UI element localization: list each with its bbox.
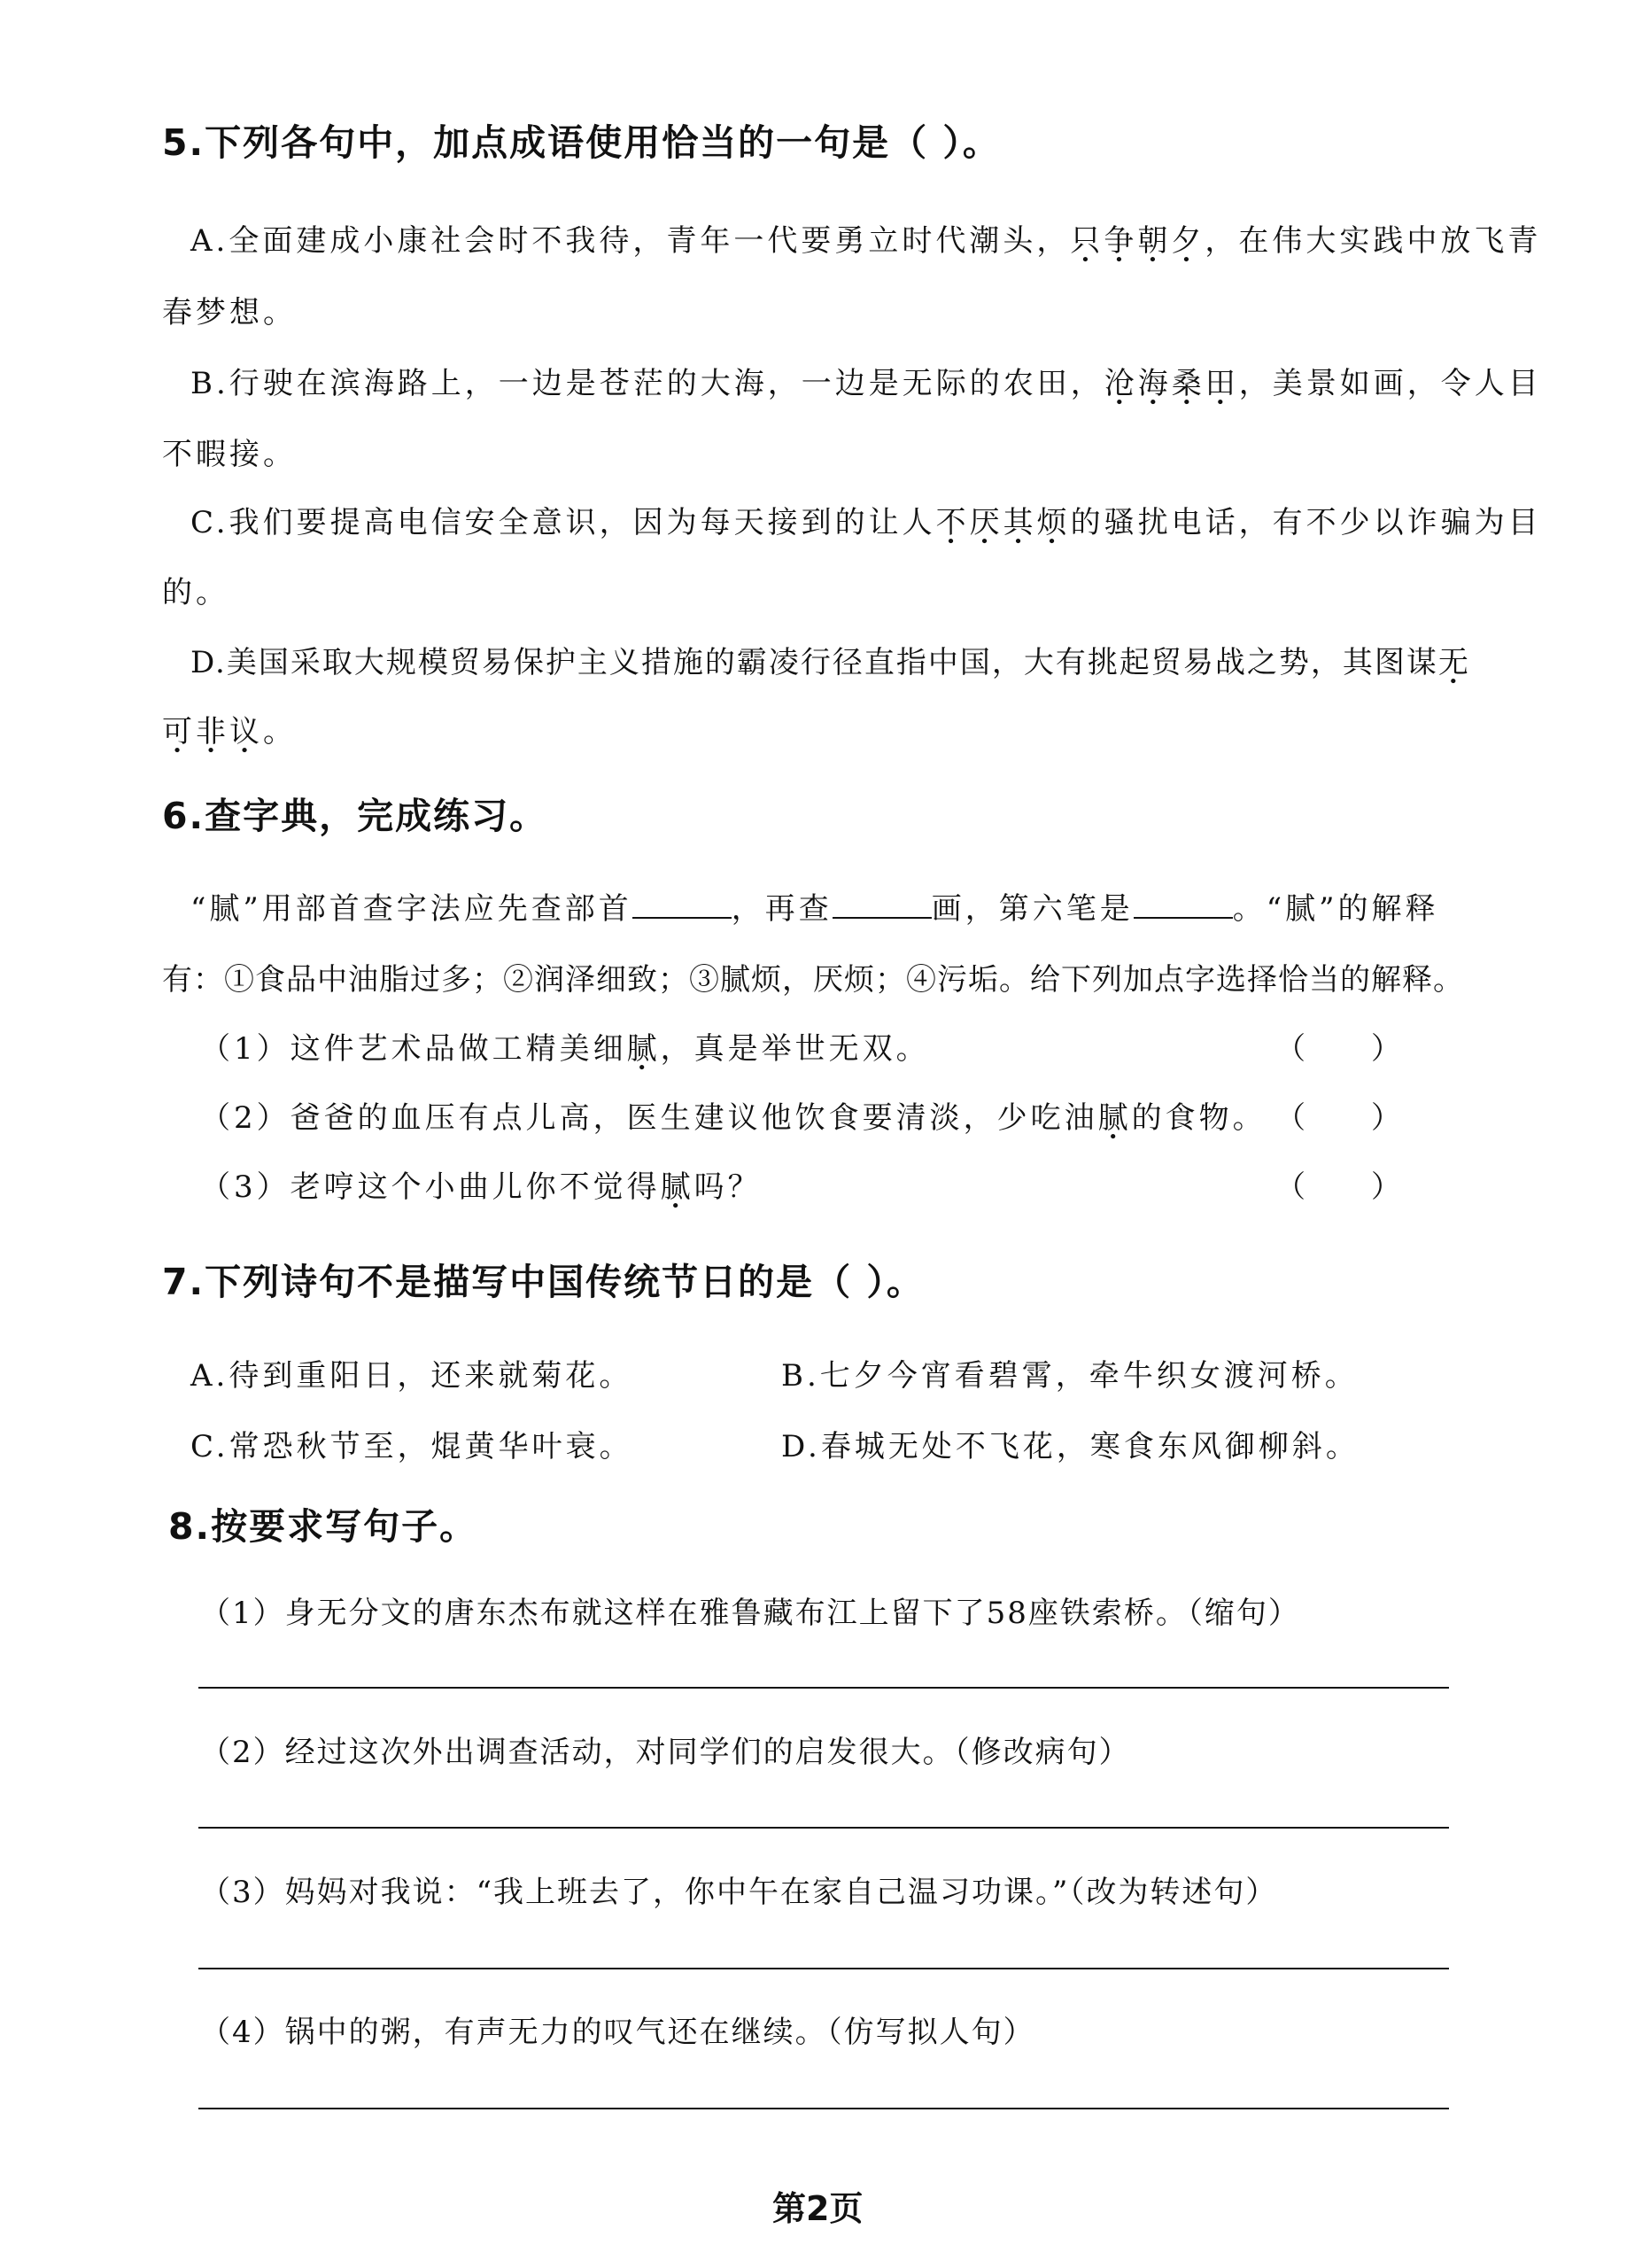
fill-blank-stroke-count[interactable] [833, 890, 932, 919]
answer-line-1[interactable] [198, 1687, 1449, 1689]
q5-option-c-line1: C.我们要提高电信安全意识，因为每天接到的让人不厌其烦的骚扰电话，有不少以诈骗为目 [190, 498, 1542, 541]
q6-item-1: （1）这件艺术品做工精美细腻，真是举世无双。 [200, 1024, 930, 1068]
dotted-char: 其 [1003, 505, 1037, 540]
q7-option-c: C.常恐秋节至，焜黄华叶衰。 [190, 1429, 633, 1464]
q7-option-d: D.春城无处不飞花，寒食东风御柳斜。 [781, 1429, 1360, 1464]
q6-instruction-line1: “腻”用部首查字法应先查部首 ，再查 画，第六笔是 。“腻”的解释 [190, 891, 1439, 927]
q7-option-b: B.七夕今宵看碧霄，牵牛织女渡河桥。 [781, 1358, 1359, 1394]
dotted-char: 海 [1137, 366, 1172, 401]
q5-option-b-line1: B.行驶在滨海路上，一边是苍茫的大海，一边是无际的农田，沧海桑田，美景如画，令人目 [190, 359, 1542, 402]
dotted-char: 不 [935, 505, 970, 540]
dotted-char: 议 [229, 714, 263, 750]
answer-line-4[interactable] [198, 2108, 1449, 2109]
dotted-char: 腻 [1097, 1100, 1132, 1136]
q6-answer-paren-close-1: ） [1371, 1031, 1401, 1067]
q6-item-2: （2）爸爸的血压有点儿高，医生建议他饮食要清淡，少吃油腻的食物。 [200, 1093, 1267, 1137]
q7-option-a: A.待到重阳日，还来就菊花。 [190, 1358, 633, 1394]
fill-blank-radical[interactable] [632, 890, 732, 919]
q6-answer-paren-open-1[interactable]: （ [1275, 1031, 1305, 1067]
dotted-char: 腻 [626, 1031, 661, 1067]
q7-title: 7.下列诗句不是描写中国传统节日的是（ ）。 [162, 1261, 925, 1303]
q8-item-2: （2）经过这次外出调查活动，对同学们的启发很大。（修改病句） [200, 1735, 1131, 1770]
q5-option-a-line1: A.全面建成小康社会时不我待，青年一代要勇立时代潮头，只争朝夕，在伟大实践中放飞青 [190, 216, 1541, 260]
q5-option-c-line2: 的。 [162, 575, 229, 610]
dotted-char: 夕 [1171, 223, 1205, 259]
q8-title: 8.按要求写句子。 [168, 1505, 478, 1548]
dotted-char: 烦 [1036, 505, 1071, 540]
q6-title: 6.查字典，完成练习。 [162, 795, 548, 837]
q6-item-3: （3）老哼这个小曲儿你不觉得腻吗？ [200, 1162, 762, 1206]
dotted-char: 只 [1070, 223, 1104, 259]
q5-option-d-line2: 可非议。 [162, 707, 297, 750]
dotted-char: 争 [1104, 223, 1138, 259]
answer-line-2[interactable] [198, 1827, 1449, 1829]
dotted-char: 朝 [1137, 223, 1172, 259]
dotted-char: 非 [196, 714, 229, 750]
q5-option-d-line1: D.美国采取大规模贸易保护主义措施的霸凌行径直指中国，大有挑起贸易战之势，其图谋无 [190, 638, 1470, 681]
q8-item-3: （3）妈妈对我说：“我上班去了，你中午在家自己温习功课。”（改为转述句） [200, 1875, 1278, 1910]
q8-item-1: （1）身无分文的唐东杰布就这样在雅鲁藏布江上留下了58座铁索桥。（缩句） [200, 1596, 1300, 1631]
q6-answer-paren-close-3: ） [1371, 1169, 1401, 1205]
dotted-char: 可 [162, 714, 196, 750]
q5-title: 5.下列各句中，加点成语使用恰当的一句是（ ）。 [162, 121, 1001, 164]
q8-item-4: （4）锅中的粥，有声无力的叹气还在继续。（仿写拟人句） [200, 2015, 1035, 2050]
dotted-char: 田 [1205, 366, 1239, 401]
page-number: 第2页 [772, 2189, 864, 2228]
dotted-char: 无 [1437, 645, 1470, 680]
q6-instruction-line2: 有：①食品中油脂过多；②润泽细致；③腻烦，厌烦；④污垢。给下列加点字选择恰当的解释。 [162, 962, 1464, 998]
dotted-char: 沧 [1104, 366, 1138, 401]
q6-answer-paren-open-2[interactable]: （ [1275, 1100, 1305, 1136]
dotted-char: 桑 [1171, 366, 1205, 401]
dotted-char: 厌 [969, 505, 1003, 540]
answer-line-3[interactable] [198, 1968, 1449, 1969]
q5-option-a-line2: 春梦想。 [162, 295, 297, 330]
fill-blank-sixth-stroke[interactable] [1134, 890, 1233, 919]
dotted-char: 腻 [660, 1169, 694, 1205]
q5-option-b-line2: 不暇接。 [162, 437, 297, 472]
q6-answer-paren-open-3[interactable]: （ [1275, 1169, 1305, 1205]
q6-answer-paren-close-2: ） [1371, 1100, 1401, 1136]
